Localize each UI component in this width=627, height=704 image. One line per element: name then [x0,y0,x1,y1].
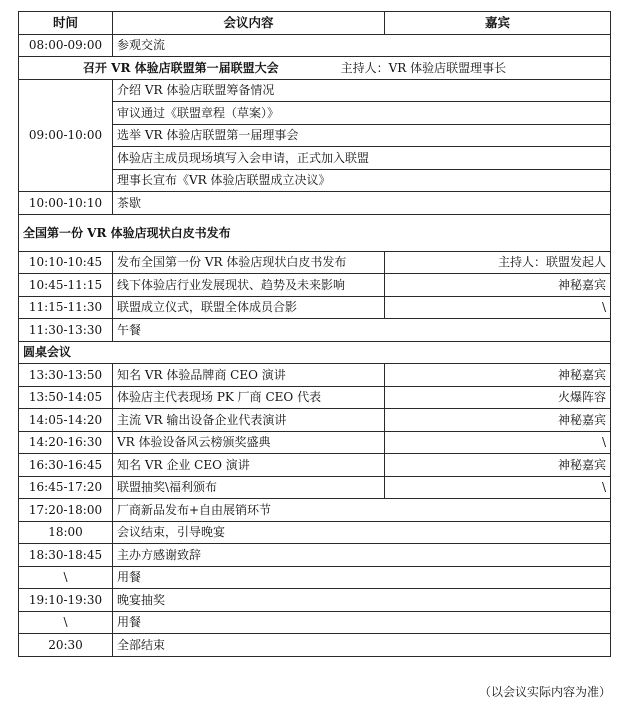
table-row [19,274,611,297]
row-content: 体验店主成员现场填写入会申请，正式加入联盟 [113,147,611,170]
table-row [19,634,611,657]
row-content: 茶歇 [113,192,611,215]
table-row [19,319,611,342]
row-time: 14:20-16:30 [19,431,113,454]
row-content: 发布全国第一份 VR 体验店现状白皮书发布 [113,251,385,274]
row-guest: \ [385,476,611,499]
row-content: 知名 VR 企业 CEO 演讲 [113,454,385,477]
section-title: 全国第一份 VR 体验店现状白皮书发布 [19,214,611,251]
row-content: 参观交流 [113,34,611,57]
header-content: 会议内容 [113,12,385,35]
row-guest: 神秘嘉宾 [385,364,611,387]
row-time: 20:30 [19,634,113,657]
row-content: 晚宴抽奖 [113,589,611,612]
row-time: 16:30-16:45 [19,454,113,477]
row-time: 16:45-17:20 [19,476,113,499]
row-time: 18:00 [19,521,113,544]
row-content: 用餐 [113,611,611,634]
row-guest: 神秘嘉宾 [385,409,611,432]
row-time: 13:50-14:05 [19,386,113,409]
row-content: 午餐 [113,319,611,342]
section-title: 圆桌会议 [19,341,611,364]
row-time: 19:10-19:30 [19,589,113,612]
row-guest: 神秘嘉宾 [385,274,611,297]
footnote: （以会议实际内容为准） [478,685,611,699]
table-row [19,611,611,634]
table-row [19,589,611,612]
header-time: 时间 [19,12,113,35]
row-content: 线下体验店行业发展现状、趋势及未来影响 [113,274,385,297]
table-row [19,521,611,544]
section-row-whitepaper [19,214,611,251]
row-content: 选举 VR 体验店联盟第一届理事会 [113,124,611,147]
row-time: 10:10-10:45 [19,251,113,274]
row-content: 主办方感谢致辞 [113,544,611,567]
table-row [19,296,611,319]
row-time: 08:00-09:00 [19,34,113,57]
row-content: 主流 VR 输出设备企业代表演讲 [113,409,385,432]
row-time: 17:20-18:00 [19,499,113,522]
table-row [19,566,611,589]
table-row [19,544,611,567]
row-content: VR 体验设备风云榜颁奖盛典 [113,431,385,454]
row-content: 联盟成立仪式，联盟全体成员合影 [113,296,385,319]
section-row-assembly [19,57,611,80]
row-guest: 神秘嘉宾 [385,454,611,477]
section-row-roundtable [19,341,611,364]
row-content: 全部结束 [113,634,611,657]
table-row [19,409,611,432]
section-title-cell [19,57,611,80]
table-row [19,364,611,387]
row-content: 用餐 [113,566,611,589]
row-guest: 火爆阵容 [385,386,611,409]
row-content: 体验店主代表现场 PK 厂商 CEO 代表 [113,386,385,409]
table-row [19,454,611,477]
table-row [19,476,611,499]
table-row [19,251,611,274]
table-row [19,192,611,215]
row-content: 介绍 VR 体验店联盟筹备情况 [113,79,611,102]
row-guest: \ [385,431,611,454]
row-time: 11:30-13:30 [19,319,113,342]
row-guest: \ [385,296,611,319]
row-time: 10:45-11:15 [19,274,113,297]
row-time: 13:30-13:50 [19,364,113,387]
row-time: 10:00-10:10 [19,192,113,215]
row-content: 知名 VR 体验品牌商 CEO 演讲 [113,364,385,387]
row-guest: 主持人：联盟发起人 [385,251,611,274]
table-row [19,79,611,102]
row-time: \ [19,566,113,589]
row-time: \ [19,611,113,634]
row-content: 厂商新品发布+自由展销环节 [113,499,611,522]
row-content: 会议结束，引导晚宴 [113,521,611,544]
section-host: 主持人：VR 体验店联盟理事长 [340,60,507,75]
table-row [19,431,611,454]
row-time: 11:15-11:30 [19,296,113,319]
row-time: 18:30-18:45 [19,544,113,567]
header-guest: 嘉宾 [385,12,611,35]
table-row [19,386,611,409]
section-title: 召开 VR 体验店联盟第一届联盟大会 [83,60,279,75]
row-time: 09:00-10:00 [19,79,113,192]
table-header-row [19,12,611,35]
schedule-table [18,11,611,657]
row-content: 理事长宣布《VR 体验店联盟成立决议》 [113,169,611,192]
row-content: 联盟抽奖\福利颁布 [113,476,385,499]
row-time: 14:05-14:20 [19,409,113,432]
table-row [19,34,611,57]
row-content: 审议通过《联盟章程（草案）》 [113,102,611,125]
table-row [19,499,611,522]
